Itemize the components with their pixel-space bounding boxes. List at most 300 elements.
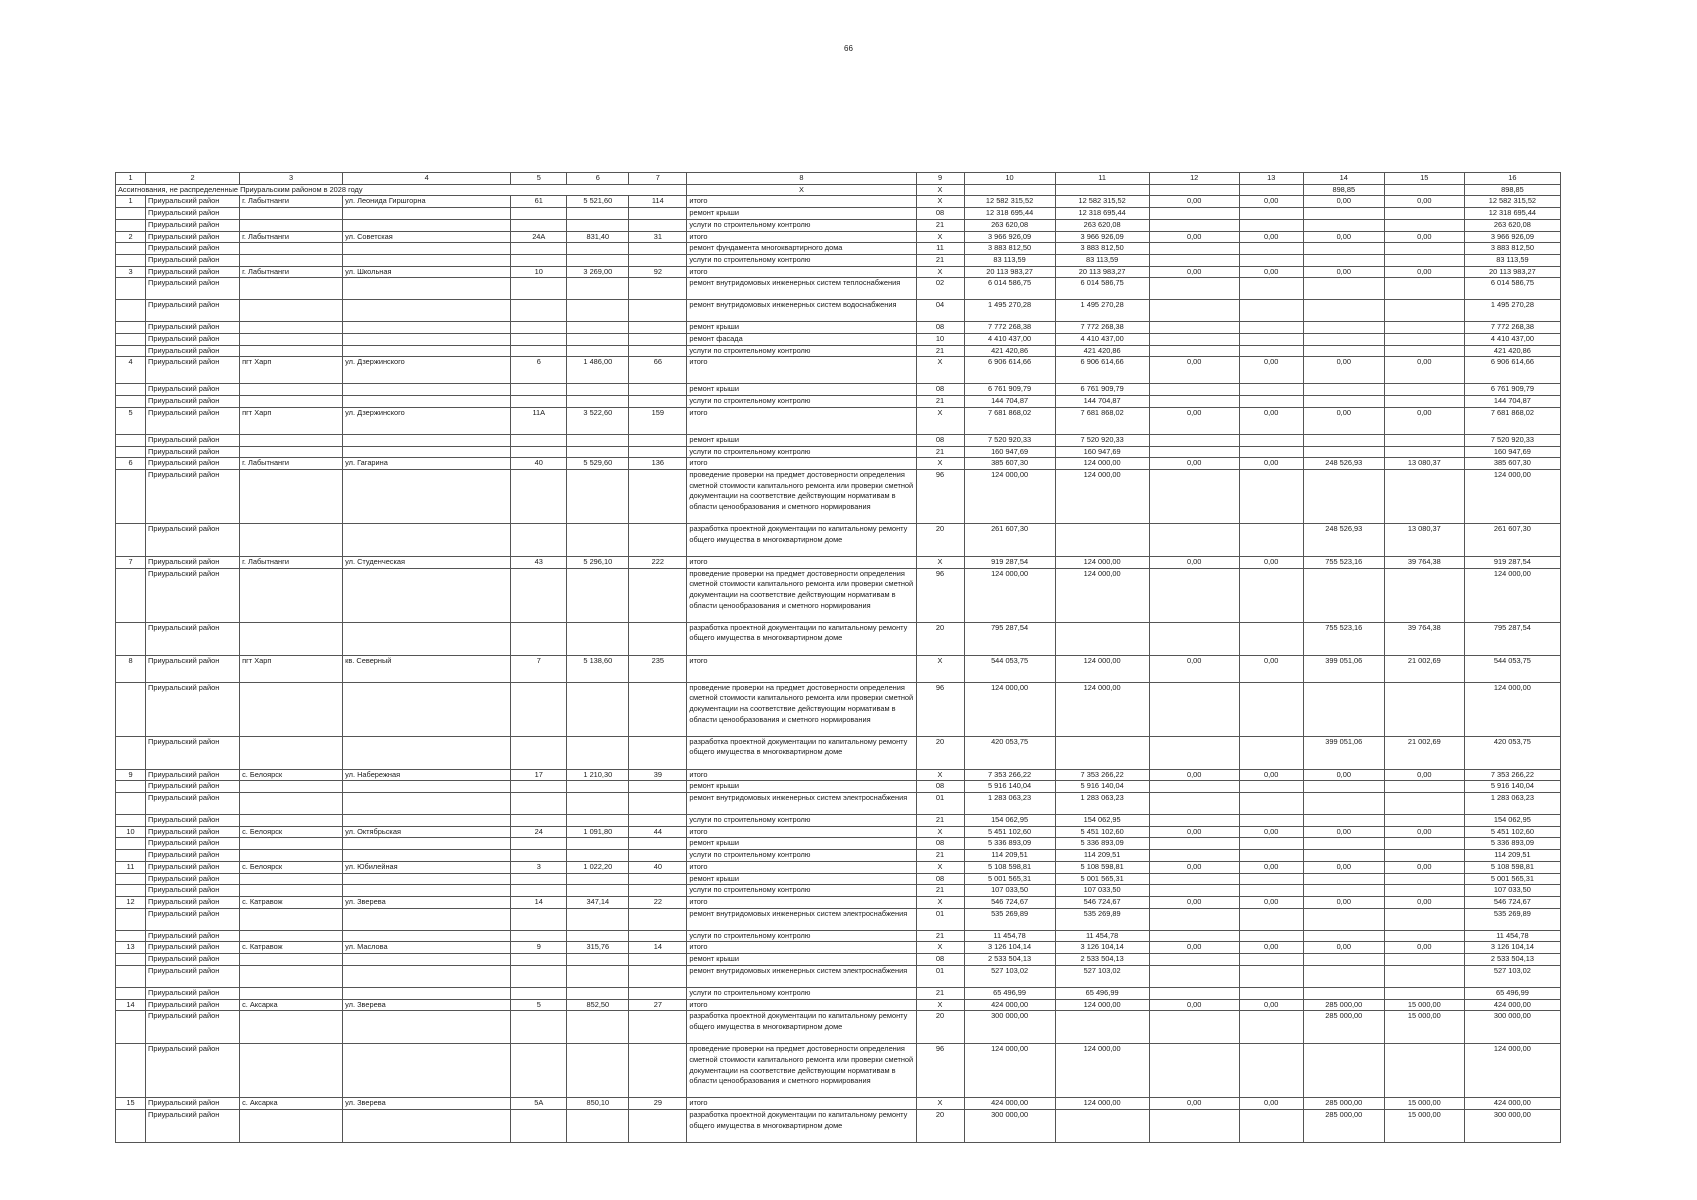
house-number-cell: 40 <box>511 458 567 470</box>
area-cell <box>567 987 629 999</box>
work-code-cell: X <box>916 999 964 1011</box>
row-number <box>116 1044 146 1098</box>
house-number-cell: 6 <box>511 357 567 384</box>
district-cell: Приуральский район <box>146 838 240 850</box>
work-type-cell: ремонт крыши <box>687 208 916 220</box>
street-cell <box>343 838 511 850</box>
settlement-cell: пгт Харп <box>240 655 343 682</box>
col15-cell <box>1384 278 1464 300</box>
residents-cell: 159 <box>629 407 687 434</box>
col16-cell: 420 053,75 <box>1464 736 1560 769</box>
work-type-cell: разработка проектной документации по капитальному ремонту общего имущества в многоквартирном доме <box>687 736 916 769</box>
column-number-9: 9 <box>916 173 964 185</box>
settlement-cell <box>240 523 343 556</box>
work-type-cell: итого <box>687 556 916 568</box>
total-cost-cell: 124 000,00 <box>964 1044 1055 1098</box>
work-code-cell: 11 <box>916 243 964 255</box>
col13-cell <box>1239 793 1303 815</box>
street-cell <box>343 568 511 622</box>
col13-cell <box>1239 1109 1303 1142</box>
street-cell <box>343 908 511 930</box>
total-cost-cell: 300 000,00 <box>964 1109 1055 1142</box>
district-cell: Приуральский район <box>146 469 240 523</box>
work-code-cell: 20 <box>916 622 964 655</box>
fund-cell: 12 318 695,44 <box>1055 208 1149 220</box>
residents-cell <box>629 322 687 334</box>
street-cell: кв. Северный <box>343 655 511 682</box>
col13-cell: 0,00 <box>1239 231 1303 243</box>
total-cost-cell: 3 126 104,14 <box>964 942 1055 954</box>
col12-cell: 0,00 <box>1149 231 1239 243</box>
residents-cell: 22 <box>629 896 687 908</box>
area-cell: 315,76 <box>567 942 629 954</box>
col14-cell <box>1303 885 1384 897</box>
work-item-row <box>116 254 1561 266</box>
col16-cell: 6 761 909,79 <box>1464 384 1560 396</box>
house-number-cell: 24А <box>511 231 567 243</box>
col14-cell: 285 000,00 <box>1303 1098 1384 1110</box>
settlement-cell <box>240 965 343 987</box>
row-number <box>116 987 146 999</box>
col13-cell <box>1239 469 1303 523</box>
column-number-7: 7 <box>629 173 687 185</box>
col14-cell <box>1303 793 1384 815</box>
work-type-cell: услуги по строительному контролю <box>687 345 916 357</box>
col15-cell: 15 000,00 <box>1384 999 1464 1011</box>
total-cost-cell: 546 724,67 <box>964 896 1055 908</box>
residents-cell <box>629 838 687 850</box>
col16-cell: 7 772 268,38 <box>1464 322 1560 334</box>
col13-cell <box>1239 682 1303 736</box>
total-cost-cell: 144 704,87 <box>964 396 1055 408</box>
col15-cell <box>1384 987 1464 999</box>
street-cell <box>343 322 511 334</box>
work-item-row <box>116 930 1561 942</box>
row-number <box>116 300 146 322</box>
settlement-cell <box>240 954 343 966</box>
work-code-cell: X <box>916 556 964 568</box>
area-cell <box>567 682 629 736</box>
col12-cell <box>1149 568 1239 622</box>
residents-cell <box>629 781 687 793</box>
col15-cell <box>1384 838 1464 850</box>
col15-cell <box>1384 254 1464 266</box>
col16-cell: 7 353 266,22 <box>1464 769 1560 781</box>
work-item-row <box>116 736 1561 769</box>
work-item-row <box>116 345 1561 357</box>
work-type-cell: итого <box>687 407 916 434</box>
col14-cell <box>1303 815 1384 827</box>
area-cell <box>567 396 629 408</box>
col15-cell: 15 000,00 <box>1384 1098 1464 1110</box>
work-code-cell: 02 <box>916 278 964 300</box>
area-cell <box>567 873 629 885</box>
work-code-cell: X <box>916 357 964 384</box>
row-number: 9 <box>116 769 146 781</box>
work-item-row <box>116 781 1561 793</box>
district-cell: Приуральский район <box>146 254 240 266</box>
street-cell <box>343 885 511 897</box>
col13-cell <box>1239 384 1303 396</box>
fund-cell: 124 000,00 <box>1055 556 1149 568</box>
col16-cell: 154 062,95 <box>1464 815 1560 827</box>
row-number <box>116 334 146 346</box>
residents-cell <box>629 523 687 556</box>
settlement-cell <box>240 1044 343 1098</box>
total-cost-cell: 7 520 920,33 <box>964 434 1055 446</box>
work-type-cell: услуги по строительному контролю <box>687 396 916 408</box>
house-number-cell <box>511 908 567 930</box>
house-total-row <box>116 826 1561 838</box>
fund-cell: 6 761 909,79 <box>1055 384 1149 396</box>
row-number <box>116 1011 146 1044</box>
col14-cell <box>1303 396 1384 408</box>
capital-repair-table <box>115 172 1561 1143</box>
settlement-cell: г. Лабытнанги <box>240 266 343 278</box>
col13-cell <box>1239 208 1303 220</box>
residents-cell: 136 <box>629 458 687 470</box>
house-total-row <box>116 196 1561 208</box>
district-cell: Приуральский район <box>146 243 240 255</box>
row-number: 12 <box>116 896 146 908</box>
col15-cell: 0,00 <box>1384 357 1464 384</box>
col13-cell <box>1239 219 1303 231</box>
col16-cell: 124 000,00 <box>1464 682 1560 736</box>
house-total-row <box>116 458 1561 470</box>
work-code-cell: 21 <box>916 254 964 266</box>
work-type-cell: ремонт крыши <box>687 838 916 850</box>
col16-cell: 7 520 920,33 <box>1464 434 1560 446</box>
district-cell: Приуральский район <box>146 999 240 1011</box>
col12-cell <box>1149 345 1239 357</box>
house-number-cell <box>511 1044 567 1098</box>
district-cell: Приуральский район <box>146 231 240 243</box>
col16-cell: 1 495 270,28 <box>1464 300 1560 322</box>
col15-cell <box>1384 873 1464 885</box>
area-cell <box>567 954 629 966</box>
house-number-cell <box>511 396 567 408</box>
settlement-cell <box>240 396 343 408</box>
house-number-cell: 17 <box>511 769 567 781</box>
work-type-cell: ремонт внутридомовых инженерных систем электроснабжения <box>687 908 916 930</box>
district-cell: Приуральский район <box>146 826 240 838</box>
work-item-row <box>116 243 1561 255</box>
fund-cell: 6 906 614,66 <box>1055 357 1149 384</box>
work-item-row <box>116 873 1561 885</box>
col12-cell: 0,00 <box>1149 655 1239 682</box>
house-total-row <box>116 556 1561 568</box>
col12-cell <box>1149 523 1239 556</box>
area-cell <box>567 622 629 655</box>
column-number-16: 16 <box>1464 173 1560 185</box>
col14-cell: 285 000,00 <box>1303 999 1384 1011</box>
street-cell <box>343 384 511 396</box>
row-number <box>116 815 146 827</box>
work-code-cell: 96 <box>916 682 964 736</box>
col14-cell <box>1303 987 1384 999</box>
work-code-cell: 08 <box>916 954 964 966</box>
residents-cell <box>629 469 687 523</box>
total-cost-cell: 7 772 268,38 <box>964 322 1055 334</box>
area-cell <box>567 568 629 622</box>
col12-cell <box>1149 322 1239 334</box>
work-type-cell: итого <box>687 896 916 908</box>
settlement-cell <box>240 815 343 827</box>
district-cell: Приуральский район <box>146 793 240 815</box>
col12-cell <box>1149 781 1239 793</box>
residents-cell: 39 <box>629 769 687 781</box>
work-type-cell: итого <box>687 999 916 1011</box>
col16-cell: 546 724,67 <box>1464 896 1560 908</box>
work-code-cell: 21 <box>916 987 964 999</box>
unallocated-label: Ассигнования, не распределенные Приуральским районом в 2028 году <box>116 184 687 196</box>
work-item-row <box>116 334 1561 346</box>
col12-cell <box>1149 334 1239 346</box>
table-cell <box>964 184 1055 196</box>
fund-cell: 4 410 437,00 <box>1055 334 1149 346</box>
residents-cell: 114 <box>629 196 687 208</box>
col14-cell <box>1303 1044 1384 1098</box>
street-cell <box>343 446 511 458</box>
row-number: 2 <box>116 231 146 243</box>
col12-cell: 0,00 <box>1149 861 1239 873</box>
residents-cell: 31 <box>629 231 687 243</box>
table-body <box>116 173 1561 1143</box>
settlement-cell: с. Белоярск <box>240 769 343 781</box>
col16-cell: 5 001 565,31 <box>1464 873 1560 885</box>
work-item-row <box>116 219 1561 231</box>
total-cost-cell: 107 033,50 <box>964 885 1055 897</box>
fund-cell: 7 353 266,22 <box>1055 769 1149 781</box>
work-code-cell: X <box>916 942 964 954</box>
total-cost-cell: 11 454,78 <box>964 930 1055 942</box>
house-number-cell <box>511 469 567 523</box>
district-cell: Приуральский район <box>146 1098 240 1110</box>
area-cell: 3 522,60 <box>567 407 629 434</box>
total-cost-cell: 114 209,51 <box>964 850 1055 862</box>
col16-cell: 83 113,59 <box>1464 254 1560 266</box>
col16-cell: 300 000,00 <box>1464 1109 1560 1142</box>
district-cell: Приуральский район <box>146 781 240 793</box>
col15-cell <box>1384 1044 1464 1098</box>
column-number-2: 2 <box>146 173 240 185</box>
district-cell: Приуральский район <box>146 334 240 346</box>
work-item-row <box>116 1011 1561 1044</box>
area-cell: 1 486,00 <box>567 357 629 384</box>
residents-cell <box>629 622 687 655</box>
fund-cell: 3 883 812,50 <box>1055 243 1149 255</box>
fund-cell: 1 495 270,28 <box>1055 300 1149 322</box>
house-number-cell <box>511 384 567 396</box>
settlement-cell: с. Катравож <box>240 896 343 908</box>
district-cell: Приуральский район <box>146 568 240 622</box>
row-number <box>116 254 146 266</box>
total-cost-cell: 6 761 909,79 <box>964 384 1055 396</box>
col14-cell: 0,00 <box>1303 357 1384 384</box>
area-cell <box>567 278 629 300</box>
work-type-cell: ремонт фундамента многоквартирного дома <box>687 243 916 255</box>
residents-cell <box>629 815 687 827</box>
col13-cell: 0,00 <box>1239 196 1303 208</box>
house-total-row <box>116 896 1561 908</box>
residents-cell: 27 <box>629 999 687 1011</box>
area-cell <box>567 793 629 815</box>
district-cell: Приуральский район <box>146 954 240 966</box>
work-item-row <box>116 850 1561 862</box>
col15-cell <box>1384 243 1464 255</box>
col13-cell <box>1239 523 1303 556</box>
settlement-cell <box>240 384 343 396</box>
col13-cell: 0,00 <box>1239 407 1303 434</box>
fund-cell: 124 000,00 <box>1055 999 1149 1011</box>
district-cell: Приуральский район <box>146 407 240 434</box>
fund-cell: 421 420,86 <box>1055 345 1149 357</box>
total-cost-cell: 124 000,00 <box>964 469 1055 523</box>
col13-cell <box>1239 781 1303 793</box>
house-number-cell <box>511 446 567 458</box>
col12-cell: 0,00 <box>1149 999 1239 1011</box>
house-number-cell <box>511 815 567 827</box>
area-cell: 852,50 <box>567 999 629 1011</box>
street-cell: ул. Юбилейная <box>343 861 511 873</box>
work-type-cell: услуги по строительному контролю <box>687 885 916 897</box>
work-item-row <box>116 987 1561 999</box>
street-cell <box>343 300 511 322</box>
column-number-header-row <box>116 173 1561 185</box>
total-cost-cell: 424 000,00 <box>964 1098 1055 1110</box>
street-cell <box>343 1044 511 1098</box>
col14-cell <box>1303 568 1384 622</box>
street-cell: ул. Маслова <box>343 942 511 954</box>
row-number: 5 <box>116 407 146 434</box>
row-number: 15 <box>116 1098 146 1110</box>
row-number: 6 <box>116 458 146 470</box>
district-cell: Приуральский район <box>146 850 240 862</box>
col12-cell <box>1149 873 1239 885</box>
col12-cell <box>1149 278 1239 300</box>
total-cost-cell: 420 053,75 <box>964 736 1055 769</box>
house-number-cell <box>511 254 567 266</box>
col14-cell: 248 526,93 <box>1303 458 1384 470</box>
residents-cell <box>629 1109 687 1142</box>
col15-cell <box>1384 793 1464 815</box>
area-cell <box>567 300 629 322</box>
col14-cell <box>1303 908 1384 930</box>
house-number-cell <box>511 954 567 966</box>
work-type-cell: проведение проверки на предмет достоверности определения сметной стоимости капитального ремонта или проверки сметной документации на соответствие действующим нормативам в области ценообразования и сметного нормирования <box>687 469 916 523</box>
work-type-cell: ремонт крыши <box>687 873 916 885</box>
district-cell: Приуральский район <box>146 896 240 908</box>
col13-cell <box>1239 254 1303 266</box>
col16-cell: 795 287,54 <box>1464 622 1560 655</box>
house-number-cell: 5 <box>511 999 567 1011</box>
column-number-13: 13 <box>1239 173 1303 185</box>
fund-cell: 5 916 140,04 <box>1055 781 1149 793</box>
work-code-cell: 08 <box>916 434 964 446</box>
street-cell <box>343 622 511 655</box>
col13-cell: 0,00 <box>1239 999 1303 1011</box>
row-number <box>116 243 146 255</box>
col15-cell <box>1384 334 1464 346</box>
house-total-row <box>116 655 1561 682</box>
district-cell: Приуральский район <box>146 556 240 568</box>
area-cell <box>567 838 629 850</box>
settlement-cell: с. Аксарка <box>240 999 343 1011</box>
row-number: 10 <box>116 826 146 838</box>
fund-cell <box>1055 523 1149 556</box>
residents-cell <box>629 873 687 885</box>
area-cell: 5 521,60 <box>567 196 629 208</box>
work-code-cell: 21 <box>916 345 964 357</box>
col12-cell <box>1149 885 1239 897</box>
fund-cell: 5 108 598,81 <box>1055 861 1149 873</box>
row-number <box>116 384 146 396</box>
row-number <box>116 469 146 523</box>
col14-cell: 755 523,16 <box>1303 622 1384 655</box>
col12-cell: 0,00 <box>1149 769 1239 781</box>
total-cost-cell: 124 000,00 <box>964 682 1055 736</box>
street-cell: ул. Леонида Гиршгорна <box>343 196 511 208</box>
work-item-row <box>116 885 1561 897</box>
house-number-cell: 9 <box>511 942 567 954</box>
residents-cell: 14 <box>629 942 687 954</box>
residents-cell: 66 <box>629 357 687 384</box>
residents-cell <box>629 345 687 357</box>
col12-cell <box>1149 622 1239 655</box>
settlement-cell <box>240 838 343 850</box>
district-cell: Приуральский район <box>146 357 240 384</box>
area-cell <box>567 1011 629 1044</box>
house-number-cell <box>511 1011 567 1044</box>
settlement-cell <box>240 568 343 622</box>
col16-cell: 5 336 893,09 <box>1464 838 1560 850</box>
district-cell: Приуральский район <box>146 1109 240 1142</box>
street-cell: ул. Гагарина <box>343 458 511 470</box>
house-number-cell: 61 <box>511 196 567 208</box>
col14-cell <box>1303 345 1384 357</box>
residents-cell <box>629 736 687 769</box>
column-number-5: 5 <box>511 173 567 185</box>
work-type-cell: итого <box>687 826 916 838</box>
work-code-cell: 21 <box>916 930 964 942</box>
col12-cell <box>1149 1044 1239 1098</box>
col14-cell: 399 051,06 <box>1303 736 1384 769</box>
district-cell: Приуральский район <box>146 345 240 357</box>
col12-cell: 0,00 <box>1149 896 1239 908</box>
unallocated-row <box>116 184 1561 196</box>
col13-cell: 0,00 <box>1239 357 1303 384</box>
row-number: 3 <box>116 266 146 278</box>
street-cell <box>343 469 511 523</box>
col16-cell: 919 287,54 <box>1464 556 1560 568</box>
residents-cell <box>629 930 687 942</box>
area-cell <box>567 781 629 793</box>
col13-cell: 0,00 <box>1239 769 1303 781</box>
col15-cell <box>1384 396 1464 408</box>
col16-cell: 3 126 104,14 <box>1464 942 1560 954</box>
work-type-cell: проведение проверки на предмет достоверности определения сметной стоимости капитального ремонта или проверки сметной документации на соответствие действующим нормативам в области ценообразования и сметного нормирования <box>687 568 916 622</box>
district-cell: Приуральский район <box>146 196 240 208</box>
street-cell <box>343 987 511 999</box>
residents-cell <box>629 1044 687 1098</box>
unallocated-col8: X <box>687 184 916 196</box>
col16-cell: 385 607,30 <box>1464 458 1560 470</box>
fund-cell: 7 681 868,02 <box>1055 407 1149 434</box>
col13-cell <box>1239 885 1303 897</box>
settlement-cell <box>240 1109 343 1142</box>
row-number <box>116 345 146 357</box>
work-type-cell: проведение проверки на предмет достоверности определения сметной стоимости капитального ремонта или проверки сметной документации на соответствие действующим нормативам в области ценообразования и сметного нормирования <box>687 1044 916 1098</box>
